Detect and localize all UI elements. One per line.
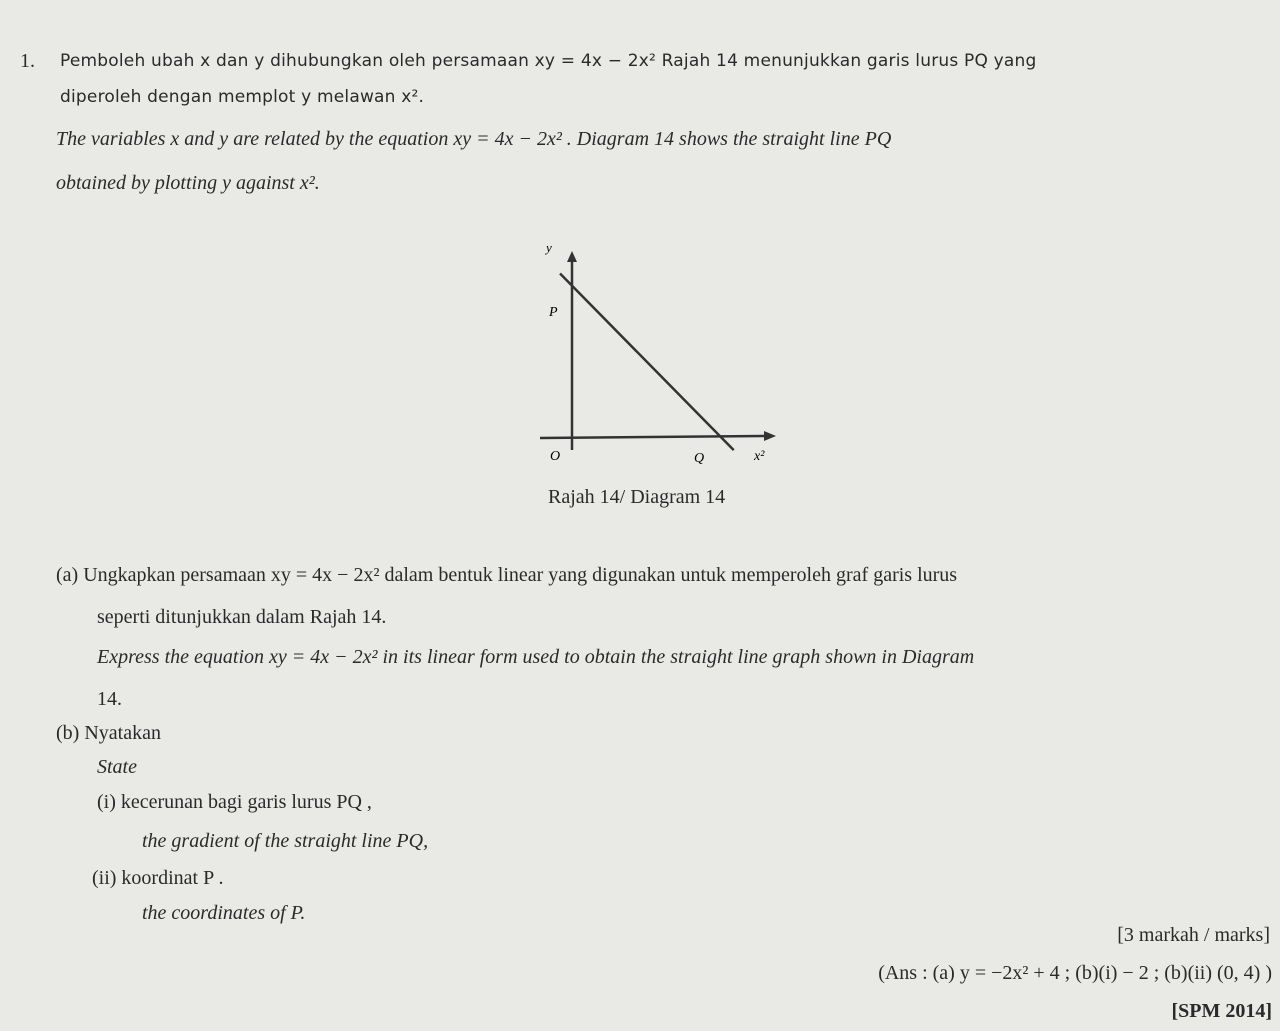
part-a-english-line2: 14. bbox=[97, 688, 122, 710]
point-p-label: P bbox=[549, 305, 558, 320]
intro-english-line1: The variables x and y are related by the equation xy = 4x − 2x² . Diagram 14 shows the straight line PQ bbox=[56, 128, 892, 150]
part-a-malay-line1: (a) Ungkapkan persamaan xy = 4x − 2x² dalam bentuk linear yang digunakan untuk memperoleh graf garis lurus bbox=[56, 564, 958, 586]
answer-line: (Ans : (a) y = −2x² + 4 ; (b)(i) − 2 ; (b)(ii) (0, 4) ) bbox=[878, 962, 1272, 984]
part-b-i-malay: (i) kecerunan bagi garis lurus PQ , bbox=[97, 791, 372, 813]
part-b-ii-english: the coordinates of P. bbox=[142, 902, 306, 924]
part-a-malay-line2: seperti ditunjukkan dalam Rajah 14. bbox=[97, 606, 387, 628]
question-number: 1. bbox=[20, 50, 35, 72]
x-axis-label: x² bbox=[754, 449, 765, 464]
part-b-ii-malay: (ii) koordinat P . bbox=[92, 867, 224, 889]
line-pq bbox=[560, 274, 734, 451]
diagram-caption: Rajah 14/ Diagram 14 bbox=[548, 486, 726, 508]
y-axis-label: y bbox=[546, 240, 552, 255]
part-b-english-label: State bbox=[97, 756, 137, 778]
intro-malay-line2: diperoleh dengan memplot y melawan x². bbox=[60, 87, 425, 107]
marks-label: [3 markah / marks] bbox=[1117, 924, 1270, 946]
source-label: [SPM 2014] bbox=[1171, 1000, 1272, 1022]
intro-english-line2: obtained by plotting y against x². bbox=[56, 172, 320, 194]
y-axis-arrow bbox=[567, 251, 577, 262]
point-q-label: Q bbox=[694, 451, 705, 466]
x-axis bbox=[540, 436, 766, 438]
graph-diagram bbox=[530, 238, 790, 478]
part-b-malay-label: (b) Nyatakan bbox=[56, 722, 161, 744]
intro-malay-line1: Pemboleh ubah x dan y dihubungkan oleh persamaan xy = 4x − 2x² Rajah 14 menunjukkan garis lurus PQ yang bbox=[60, 51, 1037, 71]
origin-label: O bbox=[550, 449, 561, 464]
part-b-i-english: the gradient of the straight line PQ, bbox=[142, 830, 429, 852]
part-a-english-line1: Express the equation xy = 4x − 2x² in its linear form used to obtain the straight line graph shown in Diagram bbox=[97, 646, 975, 668]
x-axis-arrow bbox=[764, 431, 776, 441]
